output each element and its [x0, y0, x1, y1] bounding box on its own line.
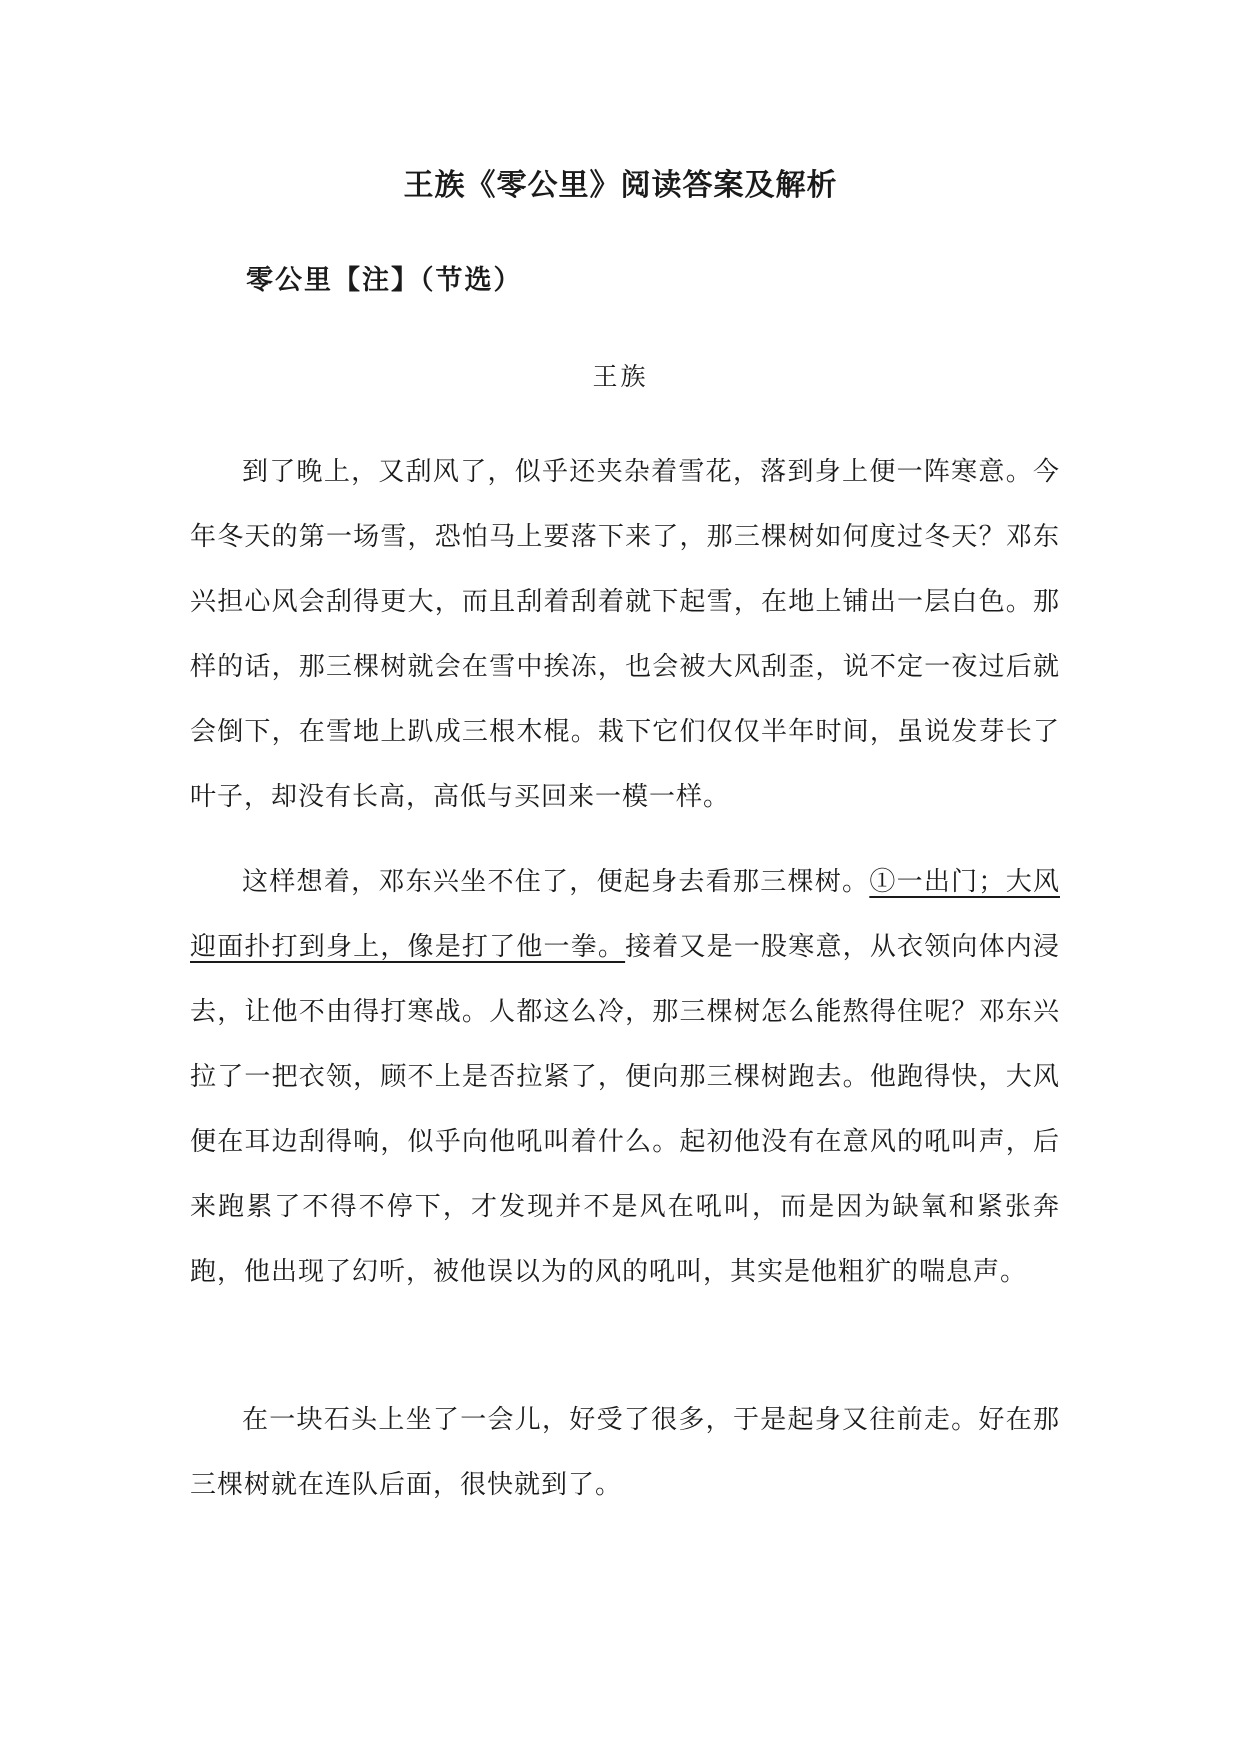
page-title: 王族《零公里》阅读答案及解析	[403, 168, 838, 203]
body-paragraph-1: 到了晚上，又刮风了，似乎还夹杂着雪花，落到身上便一阵寒意。今年冬天的第一场雪，恐怕马上要落下来了，那三棵树如何度过冬天？邓东兴担心风会刮得更大，而且刮着刮着就下起雪，在地上铺出一层白色。那样的话，那三棵树就会在雪中挨冻，也会被大风刮歪，说不定一夜过后就会倒下，在雪地上趴成三根木棍。栽下它们仅仅半年时间，虽说发芽长了叶子，却没有长高，高低与买回来一模一样。	[190, 457, 1060, 812]
paragraph-2-text-after: 接着又是一股寒意，从衣领向体内浸去，让他不由得打寒战。人都这么冷，那三棵树怎么能熬得住呢？邓东兴拉了一把衣领，顾不上是否拉紧了，便向那三棵树跑去。他跑得快，大风便在耳边刮得响，似乎向他吼叫着什么。起初他没有在意风的吼叫声，后来跑累了不得不停下，才发现并不是风在吼叫，而是因为缺氧和紧张奔跑，他出现了幻听，被他误以为的风的吼叫，其实是他粗犷的喘息声。	[190, 932, 1060, 1287]
body-paragraph-3: 在一块石头上坐了一会儿，好受了很多，于是起身又往前走。好在那三棵树就在连队后面，很快就到了。	[190, 1405, 1060, 1500]
underlined-sentence-1: ①一出门；大风迎面扑打到身上，像是打了他一拳。	[190, 867, 1060, 962]
paragraph-2-text-before: 这样想着，邓东兴坐不住了，便起身去看那三棵树。	[242, 867, 870, 897]
body-paragraph-2	[190, 850, 1060, 1305]
author-name: 王族	[592, 362, 649, 391]
section-heading: 零公里【注】（节选）	[246, 265, 523, 296]
